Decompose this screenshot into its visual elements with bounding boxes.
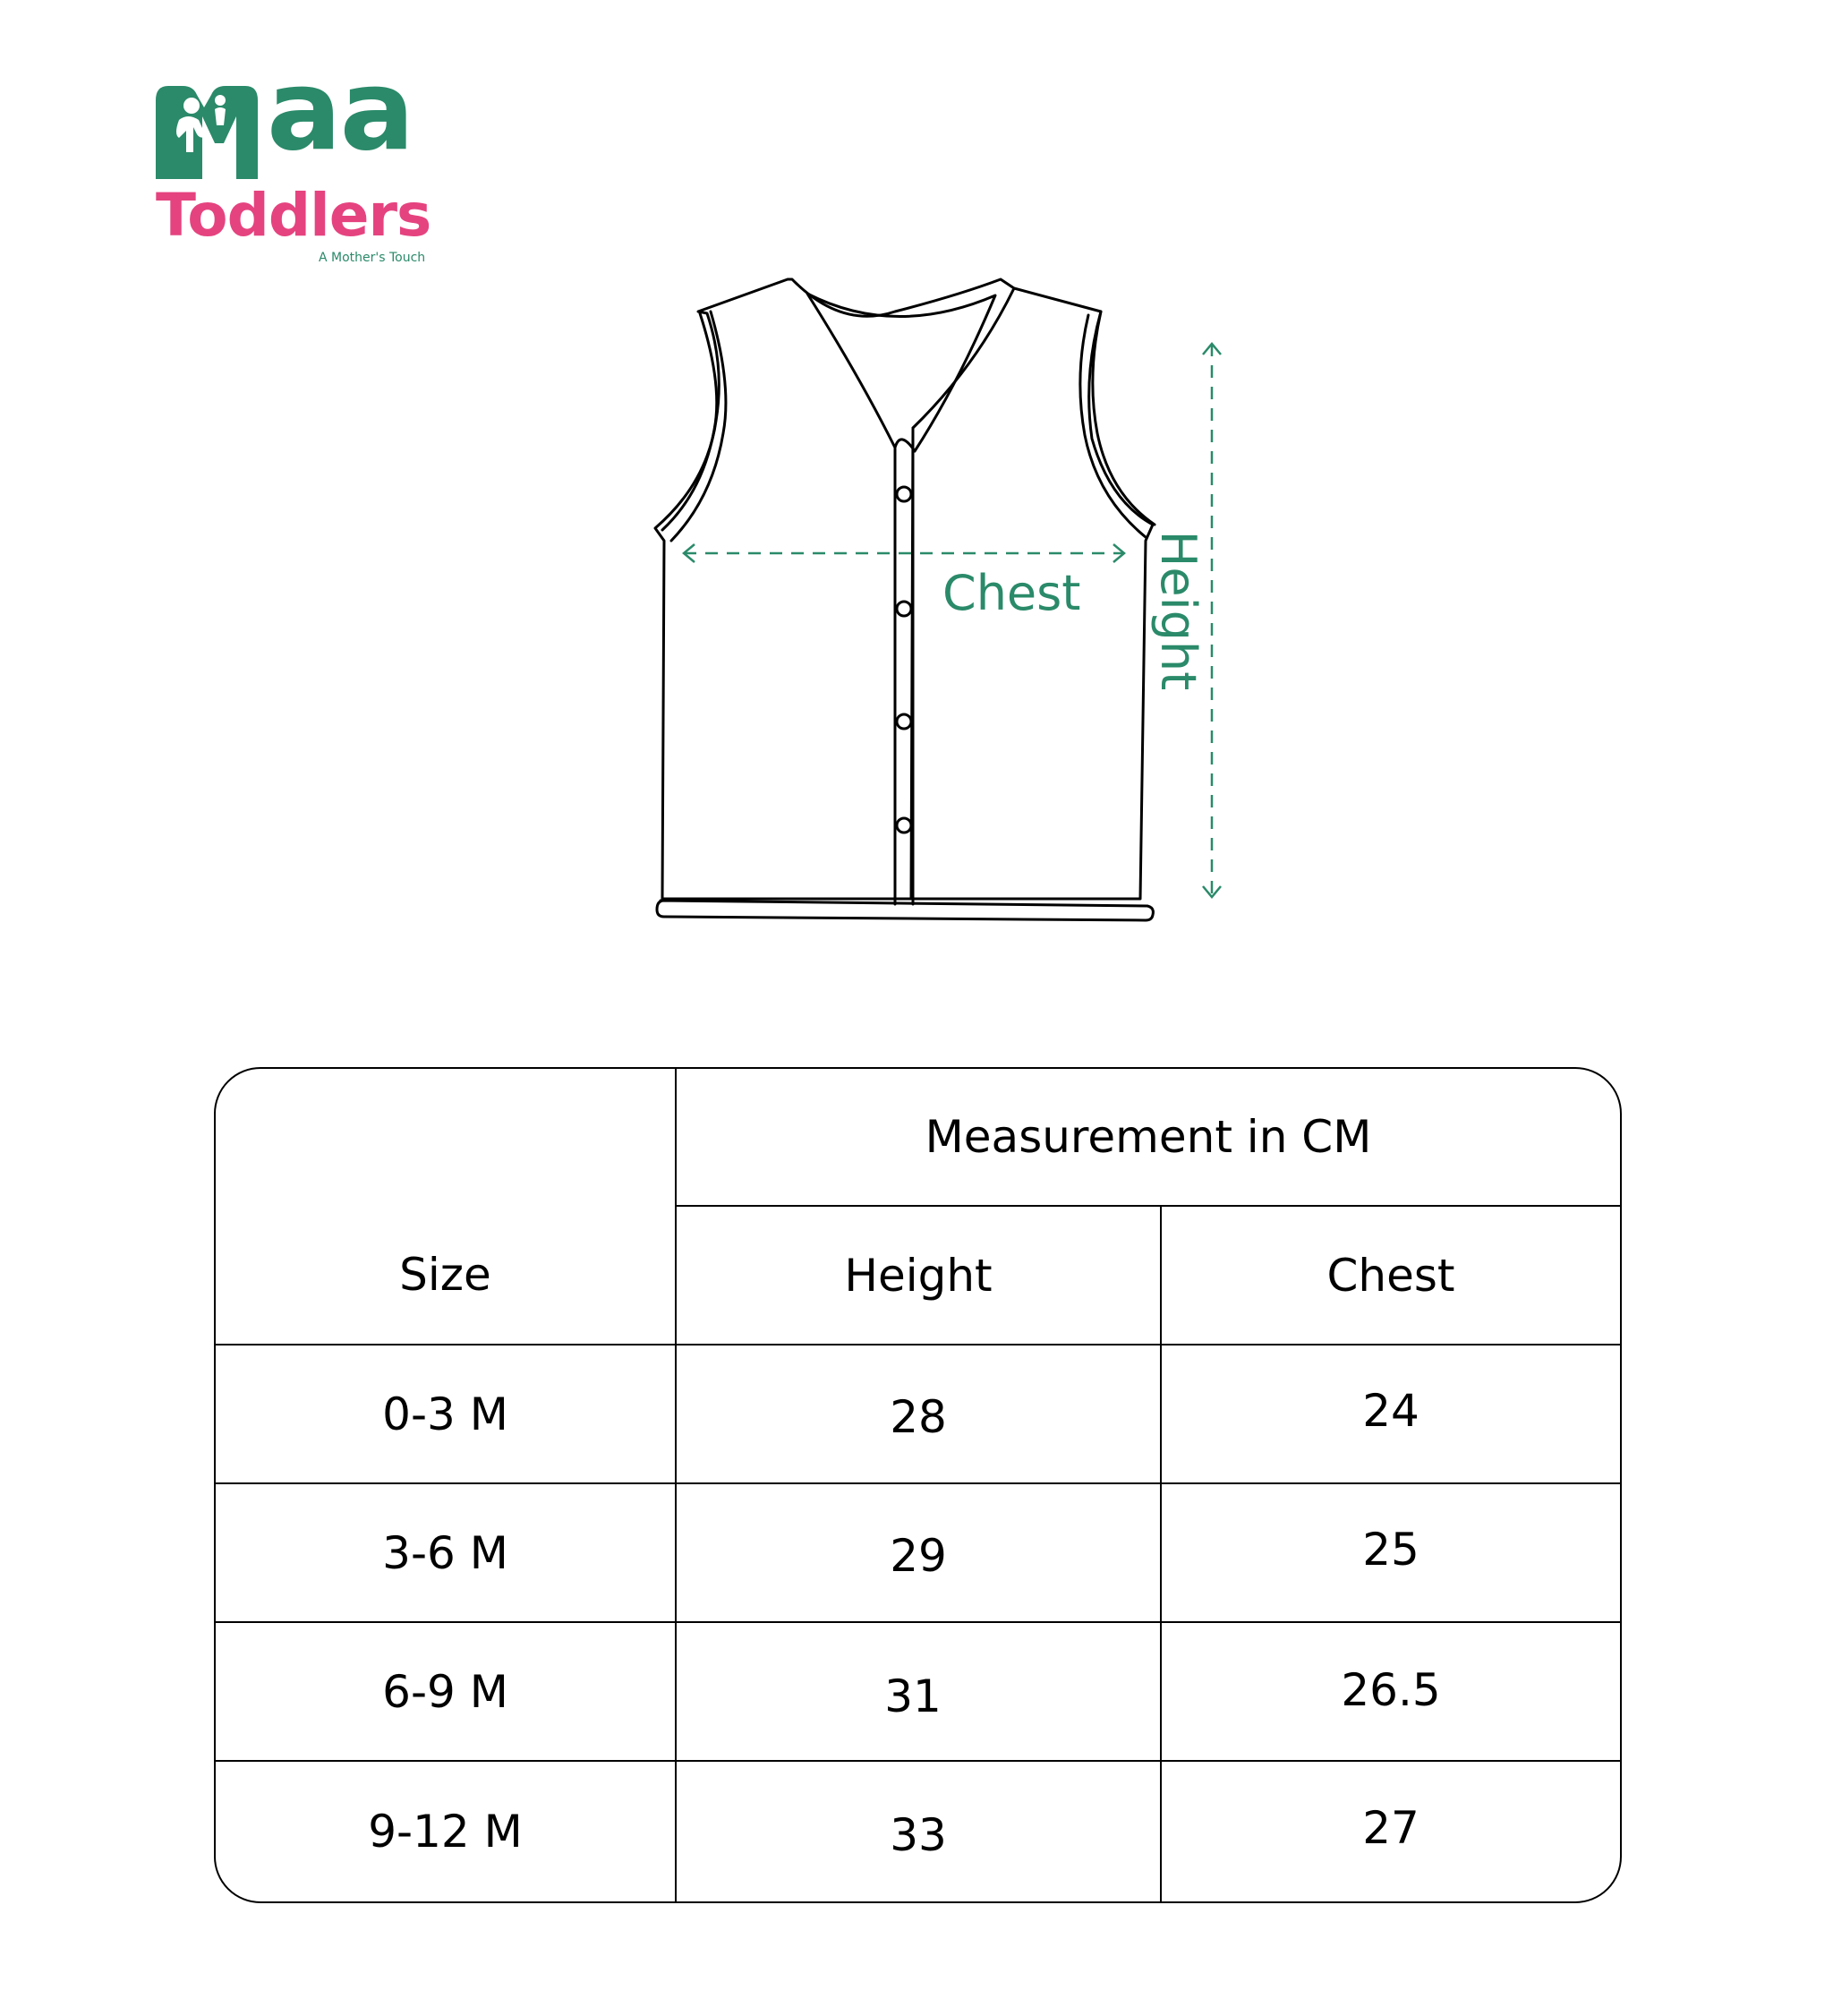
table-cell-chest: 24 [1362,1384,1420,1437]
vest-collar [807,294,995,451]
vest-hem [657,901,1153,920]
vest-button [897,487,911,501]
table-cell-size: 9-12 M [368,1806,523,1858]
table-cell-chest: 25 [1362,1523,1420,1576]
table-cell-chest: 26.5 [1341,1663,1441,1716]
chest-measure-arrow [684,544,1124,562]
column-header-chest: Chest [1326,1249,1455,1302]
group-header: Measurement in CM [925,1111,1372,1163]
table-cell-size: 6-9 M [382,1665,508,1718]
brand-name-top: aa [267,47,413,175]
column-header-size: Size [399,1248,491,1301]
vest-button [897,818,911,833]
vest-diagram [0,0,1833,967]
vest-button [897,714,911,729]
brand-tagline: A Mother's Touch [319,251,426,265]
vest-left-armhole [662,313,717,530]
table-cell-size: 3-6 M [382,1526,508,1579]
column-header-height: Height [844,1249,993,1302]
size-chart-table [214,1067,1622,1903]
table-cell-height: 29 [890,1529,947,1582]
vest-button [897,602,911,616]
height-label-text: Height [1150,530,1206,691]
table-cell-height: 31 [884,1670,942,1722]
table-cell-height: 28 [890,1390,947,1443]
chest-label: Chest [942,565,1081,621]
brand-name-bottom: Toddlers [156,181,431,250]
table-cell-size: 0-3 M [382,1388,508,1440]
table-cell-height: 33 [890,1809,947,1861]
table-cell-chest: 27 [1362,1802,1420,1854]
